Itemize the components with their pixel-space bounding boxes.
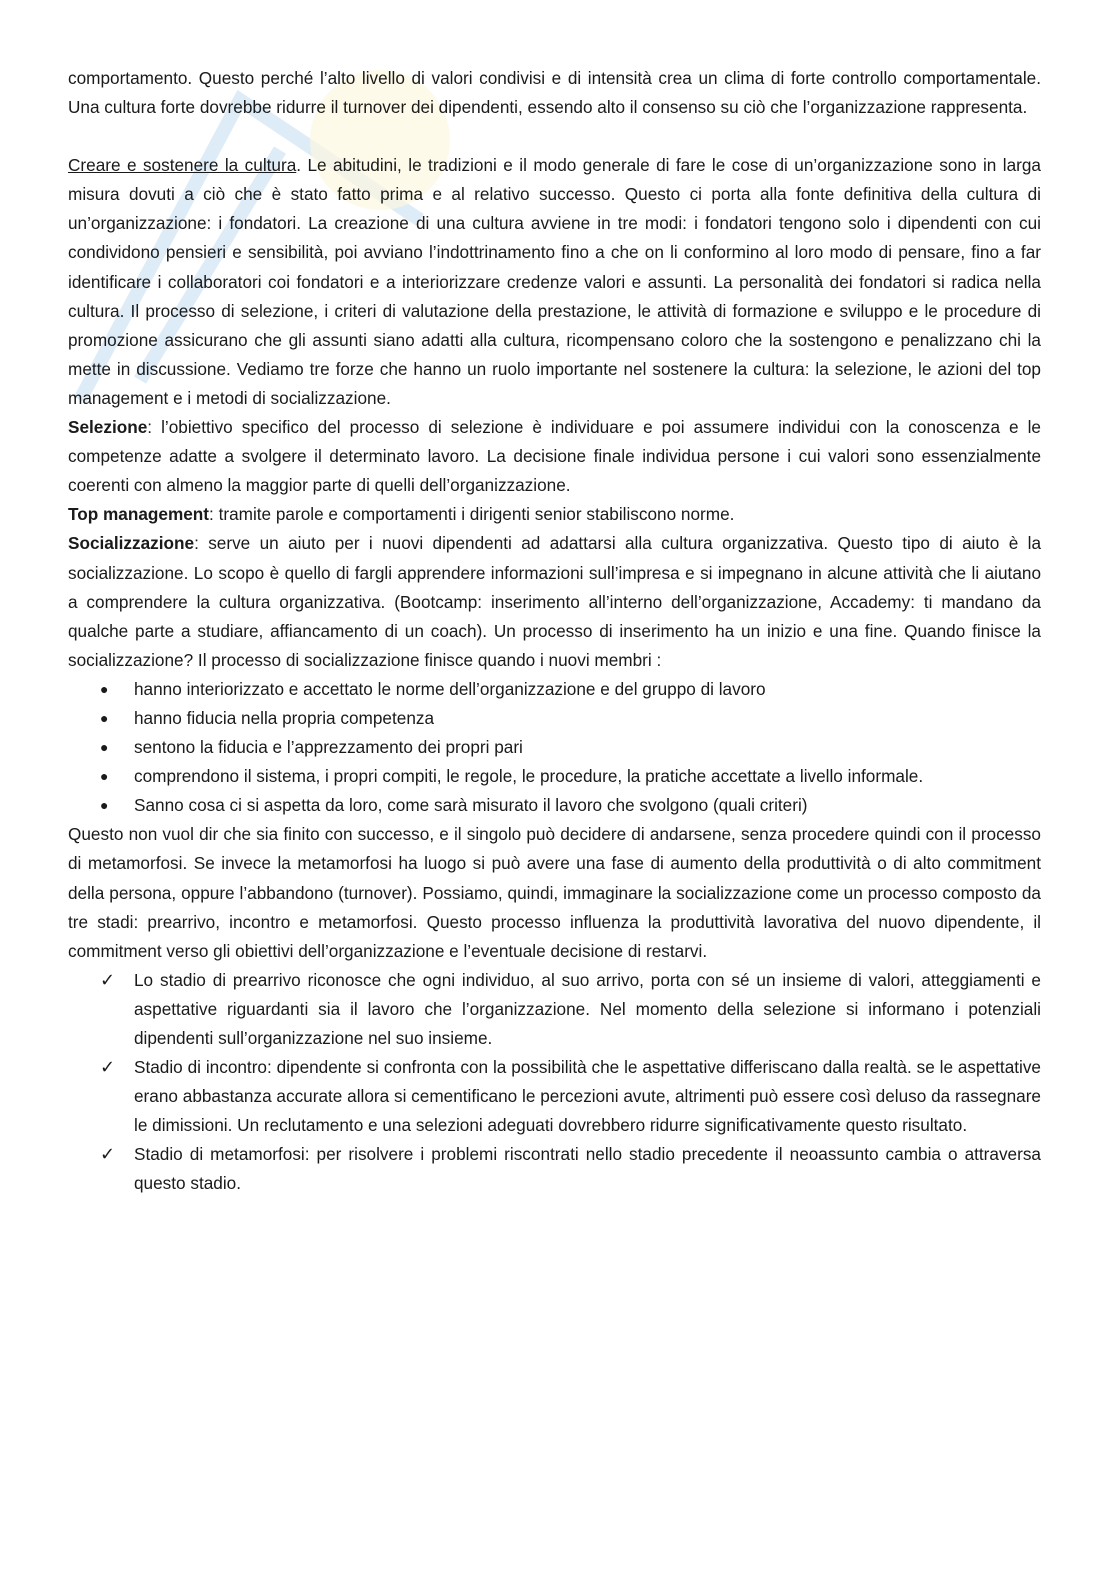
document-page: [68, 64, 1041, 1199]
list-item: [68, 791, 1041, 820]
section-body: Le abitudini, le tradizioni e il modo generale di fare le cose di un’organizzazione sono in larga misura dovuti a ciò che è stato fatto prima e al relativo successo. Questo ci porta alla fonte definitiva della cultura di un’organizzazione: i fondatori. La creazione di una cultura avviene in tre modi: i fondatori tengono solo i dipendenti con cui condividono pensieri e sensibilità, poi avviano l’indottrinamento fino a che on li conformino al loro modo di pensare, fino a far identificare i collaboratori coi fondatori e a interiorizzare credenze valori e assunti. La personalità dei fondatori si radica nella cultura. Il processo di selezione, i criteri di valutazione della prestazione, le attività di formazione e sviluppo e le procedure di promozione assicurano che gli assunti siano adatti alla cultura, ricompensano coloro che la sostengono e penalizzano chi la mette in discussione. Vediamo tre forze che hanno un ruolo importante nel sostenere la cultura: la selezione, le azioni del top management e i metodi di socializzazione.: [68, 155, 1041, 408]
bullet-icon: ●: [100, 739, 109, 756]
checkmark-icon: ✓: [100, 1057, 116, 1079]
list-item-text: Stadio di incontro: dipendente si confronta con la possibilità che le aspettative differiscano dalla realtà. se le aspettative erano abbastanza accurate allora si cementificano le percezioni avute, altrimenti può essere così deluso da rassegnare le dimissioni. Un reclutamento e una selezioni adeguati dovrebbero ridurre significativamente questo risultato.: [134, 1057, 1041, 1136]
checkmark-icon: ✓: [100, 1144, 116, 1166]
force-text: : l’obiettivo specifico del processo di selezione è individuare e poi assumere individui con la conoscenza e le competenze adatte a svolgere il determinato lavoro. La decisione finale individua persone i cui valori sono essenzialmente coerenti con almeno la maggior parte di quelli dell’organizzazione.: [68, 417, 1041, 496]
force-text: : tramite parole e comportamenti i dirigenti senior stabiliscono norme.: [209, 504, 735, 525]
list-item-text: Sanno cosa ci si aspetta da loro, come sarà misurato il lavoro che svolgono (quali criteri): [134, 795, 808, 816]
list-item: [68, 1140, 1041, 1198]
process-paragraph: Questo non vuol dir che sia finito con successo, e il singolo può decidere di andarsene, senza procedere quindi con il processo di metamorfosi. Se invece la metamorfosi ha luogo si può avere una fase di aumento della produttività o di alto commitment della persona, oppure l’abbandono (turnover). Possiamo, quindi, immaginare la socializzazione come un processo composto da tre stadi: prearrivo, incontro e metamorfosi. Questo processo influenza la produttività lavorativa del nuovo dipendente, il commitment verso gli obiettivi dell’organizzazione e l’eventuale decisione di restarvi.: [68, 824, 1041, 961]
bullet-icon: ●: [100, 768, 109, 785]
section-heading: Creare e sostenere la cultura: [68, 155, 297, 176]
bullet-icon: ●: [100, 680, 109, 697]
paragraph-gap: [68, 122, 1041, 151]
list-item: [68, 675, 1041, 704]
intro-paragraph: comportamento. Questo perché l’alto livello di valori condivisi e di intensità crea un clima di forte controllo comportamentale. Una cultura forte dovrebbe ridurre il turnover dei dipendenti, essendo alto il consenso su ciò che l’organizzazione rappresenta.: [68, 68, 1041, 118]
list-item: [68, 1053, 1041, 1140]
force-top-management: [68, 500, 1041, 529]
list-item: [68, 762, 1041, 791]
bullet-icon: ●: [100, 797, 109, 814]
checkmark-icon: ✓: [100, 969, 116, 991]
stages-list: [68, 966, 1041, 1199]
list-item: [68, 966, 1041, 1053]
list-item-text: Stadio di metamorfosi: per risolvere i problemi riscontrati nello stadio precedente il neoassunto cambia o attraversa questo stadio.: [134, 1144, 1041, 1194]
list-item-text: sentono la fiducia e l’apprezzamento dei propri pari: [134, 737, 523, 758]
force-socializzazione: [68, 529, 1041, 674]
force-text: : serve un aiuto per i nuovi dipendenti ad adattarsi alla cultura organizzativa. Questo tipo di aiuto è la socializzazione. Lo scopo è quello di fargli apprendere informazioni sull’impresa e si impegnano in alcune attività che li aiutano a comprendere la cultura organizzativa. (Bootcamp: inserimento all’interno dell’organizzazione, Accademy: ti mandano da qualche parte a studiare, affiancamento di un coach). Un processo di inserimento ha un inizio e una fine. Quando finisce la socializzazione? Il processo di socializzazione finisce quando i nuovi membri :: [68, 533, 1041, 670]
force-term: Socializzazione: [68, 533, 195, 554]
force-selezione: [68, 413, 1041, 500]
list-item-text: hanno fiducia nella propria competenza: [134, 707, 435, 728]
list-item-text: comprendono il sistema, i propri compiti, le regole, le procedure, la pratiche accettate a livello informale.: [134, 766, 924, 787]
force-term: Selezione: [68, 417, 148, 438]
list-item-text: Lo stadio di prearrivo riconosce che ogni individuo, al suo arrivo, porta con sé un insieme di valori, atteggiamenti e aspettative riguardanti sia il lavoro che l’organizzazione. Nel momento della selezione si informano i potenziali dipendenti sull’organizzazione nel suo insieme.: [134, 969, 1041, 1048]
list-item-text: hanno interiorizzato e accettato le norme dell’organizzazione e del gruppo di lavoro: [134, 678, 766, 699]
list-item: [68, 704, 1041, 733]
bullet-icon: ●: [100, 709, 109, 726]
end-conditions-list: [68, 675, 1041, 820]
list-item: [68, 733, 1041, 762]
force-term: Top management: [68, 504, 210, 525]
culture-section-paragraph: [68, 151, 1041, 413]
section-heading-punct: .: [296, 155, 302, 176]
